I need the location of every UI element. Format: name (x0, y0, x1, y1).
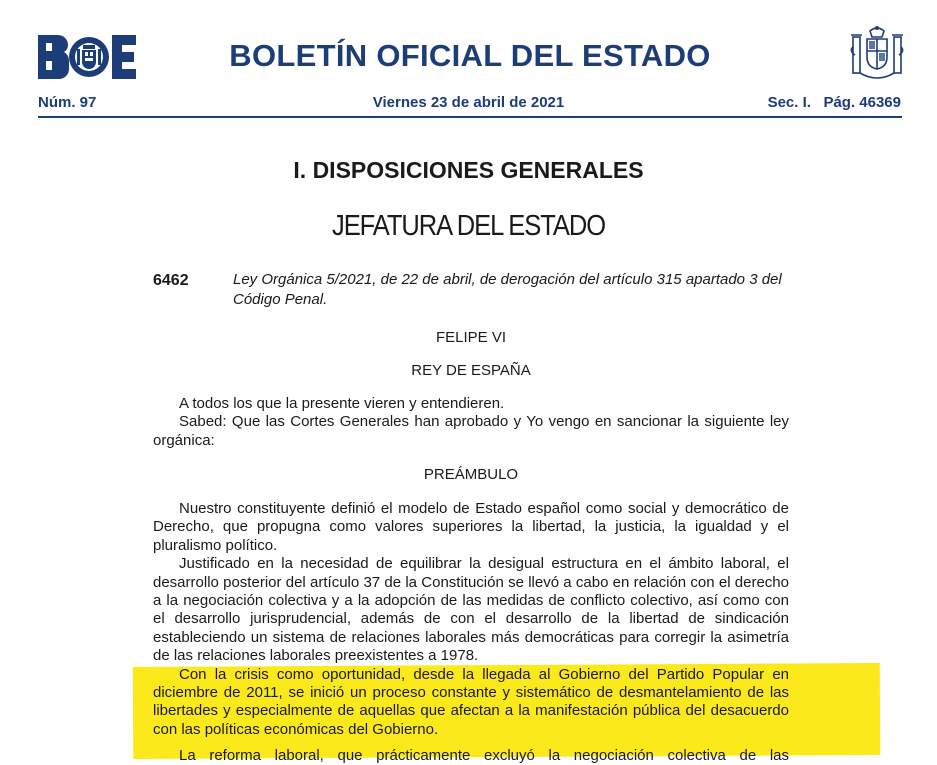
section-title: I. DISPOSICIONES GENERALES (293, 157, 644, 183)
paragraph: Nuestro constituyente definió el modelo de Estado español como social y democrático de Derecho, que propugna como valores superiores la libertad, la justicia, la igualdad y el pluralismo político. (153, 500, 789, 554)
issue-date: Viernes 23 de abril de 2021 (372, 94, 565, 111)
boe-logo-icon[interactable] (38, 35, 136, 79)
paragraph: La reforma laboral, que prácticamente excluyó la negociación colectiva de las (179, 747, 789, 764)
issue-number: Núm. 97 (38, 94, 97, 111)
paragraph: Justificado en la necesidad de equilibrar la desigual estructura en el ámbito laboral, el desarrollo posterior del artículo 37 de la Constitución se llevó a cabo en relación con el derecho a la negociación colectiva y a la adopción de las medidas de conflicto colectivo, así como con el desarrollo jurisprudencial, además de con el desarrollo de la libertad de sindicación estableciendo un sistema de relaciones laborales más democráticas para corregir la asimetría de las relaciones laborales preexistentes a 1978. (153, 555, 789, 665)
masthead-title: BOLETÍN OFICIAL DEL ESTADO (229, 38, 711, 73)
organ-title: JEFATURA DEL ESTADO (331, 210, 605, 242)
boe-header (0, 0, 937, 125)
law-title: Ley Orgánica 5/2021, de 22 de abril, de derogación del artículo 315 apartado 3 del Código Penal. (233, 271, 782, 308)
section-page: Sec. I. Pág. 46369 (767, 94, 901, 111)
king-name: FELIPE VI (435, 329, 507, 346)
paragraph-highlighted: Con la crisis como oportunidad, desde la llegada al Gobierno del Partido Popular en diciembre de 2011, se inició un proceso constante y sistemático de desmantelamiento de las libertades y especialmente de aquellas que afectan a la manifestación pública del desacuerdo con las políticas económicas del Gobierno. (153, 665, 789, 738)
cropped-paragraph (153, 744, 789, 764)
document-number: 6462 (153, 272, 189, 289)
header-divider (38, 116, 902, 118)
salutation (153, 395, 789, 450)
king-title: REY DE ESPAÑA (411, 362, 531, 379)
preamble-heading: PREÁMBULO (423, 466, 519, 483)
salutation-line: A todos los que la presente vieren y entendieren. (179, 395, 505, 412)
spain-coat-of-arms-icon (850, 25, 904, 83)
preamble-body (153, 500, 789, 739)
salutation-line: Sabed: Que las Cortes Generales han aprobado y Yo vengo en sancionar la siguiente ley orgánica: (153, 413, 789, 449)
